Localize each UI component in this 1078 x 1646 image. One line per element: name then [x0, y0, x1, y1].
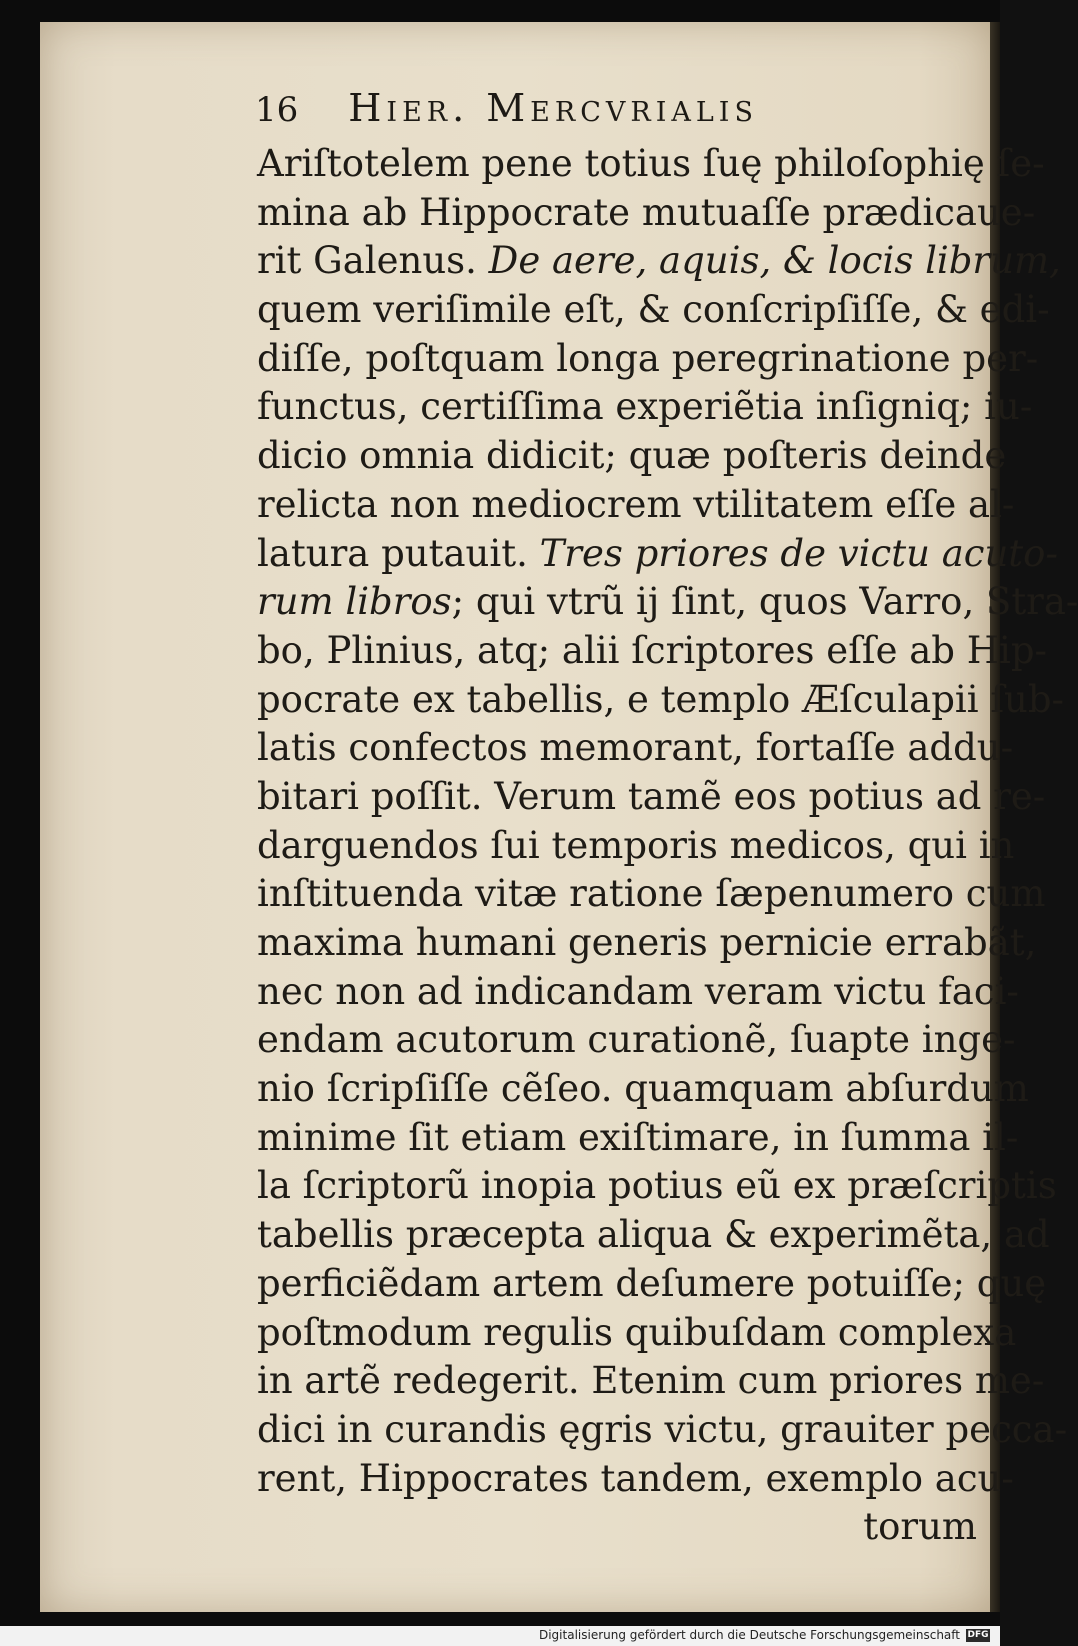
- text-segment: nio ſcripſiſſe cẽſeo. quamquam abſurdum: [257, 1067, 1029, 1111]
- text-line: [257, 968, 1019, 1017]
- text-segment: in artẽ redegerit. Etenim cum priores me-: [257, 1359, 1045, 1403]
- text-line: [257, 822, 1015, 871]
- text-segment: quem veriſimile eſt, & conſcripſiſſe, & edi-: [257, 288, 1050, 332]
- text-line: [257, 627, 1048, 676]
- text-line: [257, 1065, 1029, 1114]
- dfg-logo: DFG: [967, 1630, 989, 1640]
- text-line: [257, 1162, 1057, 1211]
- running-head-title: Hier. Mercvrialis: [348, 86, 758, 130]
- text-line: [257, 1309, 1017, 1358]
- text-segment: poſtmodum regulis quibuſdam complexa: [257, 1310, 1017, 1354]
- text-line: [257, 919, 1037, 968]
- text-segment: dici in curandis ęgris victu, grauiter pecca-: [257, 1407, 1068, 1451]
- text-segment: minime ſit etiam exiſtimare, in ſumma il-: [257, 1115, 1019, 1159]
- text-segment: maxima humani generis pernicie errabãt,: [257, 921, 1037, 964]
- text-line: [257, 140, 1045, 189]
- text-line: [257, 481, 1015, 530]
- text-line: [257, 1016, 1016, 1065]
- text-segment: latis confectos memorant, fortaſſe addu-: [257, 726, 1014, 770]
- text-segment: dicio omnia didicit; quæ poſteris deinde: [257, 434, 1007, 478]
- text-segment: functus, certiſſima experiẽtia inſigniq; iu-: [257, 385, 1033, 429]
- text-line: [257, 1455, 1014, 1504]
- text-segment: relicta non mediocrem vtilitatem eſſe al-: [257, 482, 1015, 526]
- text-line: [257, 1211, 1050, 1260]
- text-line: [257, 286, 1050, 335]
- footer-credit: Digitalisierung gefördert durch die Deutsche Forschungsgemeinschaft: [538, 1628, 960, 1642]
- text-segment: ; qui vtrũ ij ſint, quos Varro, Stra-: [451, 580, 1078, 624]
- text-segment: pocrate ex tabellis, e templo Æſculapii ſub-: [257, 677, 1065, 721]
- text-line: [257, 1114, 1019, 1163]
- text-segment: endam acutorum curationẽ, ſuapte inge-: [257, 1018, 1016, 1062]
- text-segment: Ariſtotelem pene totius ſuę philoſophię ſe-: [257, 142, 1045, 185]
- text-line: [257, 1260, 1047, 1309]
- text-line: [257, 1406, 1068, 1455]
- text-line: [257, 1357, 1045, 1406]
- text-segment: nec non ad indicandam veram victu faci-: [257, 969, 1019, 1013]
- text-segment: bo, Plinius, atq; alii ſcriptores eſſe ab Hip-: [257, 628, 1048, 672]
- text-segment: inſtituenda vitæ ratione ſæpenumero cum: [257, 872, 1046, 916]
- text-line: [257, 870, 1046, 919]
- text-line: [257, 335, 1039, 384]
- text-line: [257, 724, 1014, 773]
- text-segment: latura putauit.: [257, 531, 540, 575]
- text-segment: tabellis præcepta aliqua & experimẽta, ad: [257, 1213, 1050, 1257]
- text-line: [257, 676, 1065, 725]
- body-text: [257, 140, 1078, 1552]
- italic-text: De aere, aquis, & locis librum,: [488, 239, 1061, 283]
- text-segment: bitari poſſit. Verum tamẽ eos potius ad re-: [257, 774, 1046, 818]
- text-segment: rit Galenus.: [257, 239, 489, 283]
- text-line: [257, 189, 1036, 238]
- text-line: [257, 578, 1078, 627]
- italic-text: rum libros: [257, 580, 452, 624]
- text-segment: perficiẽdam artem deſumere potuiſſe; quę: [257, 1261, 1047, 1305]
- running-head: [255, 86, 855, 136]
- text-line: [257, 237, 1061, 286]
- text-line: [257, 530, 1058, 579]
- text-line: [257, 432, 1007, 481]
- text-line: [257, 773, 1046, 822]
- text-segment: diſſe, poſtquam longa peregrinatione per-: [257, 336, 1039, 380]
- text-segment: la ſcriptorũ inopia potius eũ ex præſcriptis: [257, 1164, 1057, 1208]
- text-segment: mina ab Hippocrate mutuaſſe prædicaue-: [257, 190, 1036, 234]
- text-line: [257, 383, 1033, 432]
- text-segment: rent, Hippocrates tandem, exemplo acu-: [257, 1456, 1014, 1500]
- text-line: [257, 1503, 977, 1552]
- italic-text: Tres priores de victu acuto-: [539, 531, 1058, 575]
- page-number: 16: [255, 90, 299, 130]
- text-segment: torum: [863, 1505, 977, 1549]
- text-segment: darguendos ſui temporis medicos, qui in: [257, 823, 1015, 867]
